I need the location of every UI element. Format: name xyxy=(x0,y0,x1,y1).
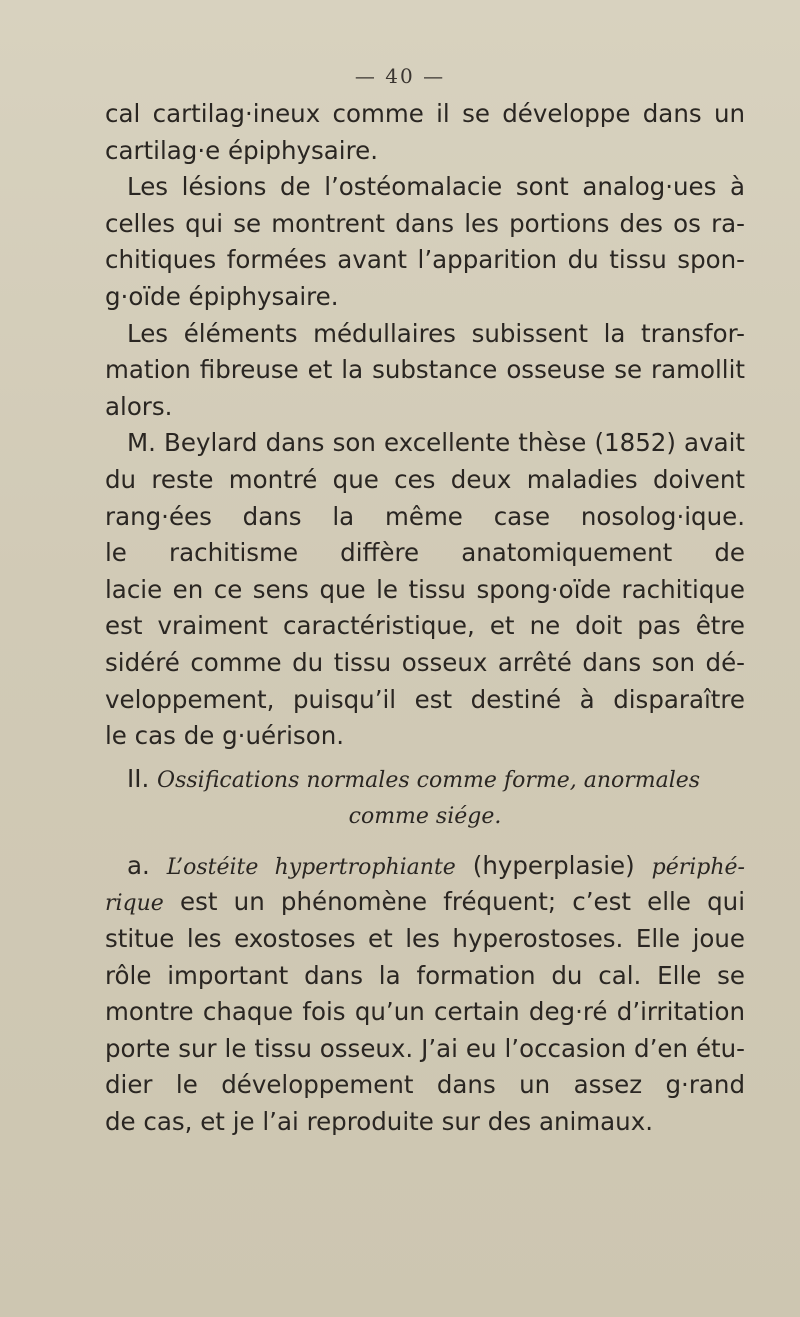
section-title-part-2: comme siége. xyxy=(348,804,502,830)
section-heading-line-1 xyxy=(105,761,745,798)
text-line: est vraiment caractéristique, et ne doit pas être xyxy=(105,611,745,641)
text-line: Les lésions de l’ostéomalacie sont analog·ues à xyxy=(127,172,745,202)
text-line: montre chaque fois qu’un certain deg·ré d’irritation xyxy=(105,997,745,1027)
section-heading-line-2 xyxy=(105,797,745,834)
page-number: — 40 — xyxy=(354,64,446,88)
text-line: stitue les exostoses et les hyperostoses. Elle joue xyxy=(105,924,745,954)
subsection-term-cont: rique xyxy=(105,891,164,917)
text-line: cartilag·e épiphysaire. xyxy=(105,135,378,165)
subsection-term: L’ostéite hypertrophiante xyxy=(166,854,456,880)
paragraph-4 xyxy=(105,425,745,754)
subsection-letter: a. xyxy=(127,850,150,880)
text-line: de cas, et je l’ai reproduite sur des animaux. xyxy=(105,1107,653,1137)
text-line: alors. xyxy=(105,391,173,421)
paragraph-3 xyxy=(105,316,745,426)
section-heading xyxy=(105,761,745,834)
text-line: sidéré comme du tissu osseux arrêté dans son dé- xyxy=(105,647,745,677)
text-line: celles qui se montrent dans les portions des os ra- xyxy=(105,208,745,238)
text-line: rang·ées dans la même case nosolog·ique. xyxy=(105,501,745,531)
paragraph-1 xyxy=(105,96,745,169)
section-title-part-1: Ossifications normales comme forme, anormales xyxy=(157,767,701,793)
text-line: cal cartilag·ineux comme il se développe dans un xyxy=(105,99,745,128)
text-line: chitiques formées avant l’apparition du tissu spon- xyxy=(105,245,745,275)
text-line: lacie en ce sens que le tissu spong·oïde rachitique xyxy=(105,574,745,604)
subsection-gloss: (hyperplasie) xyxy=(472,850,635,880)
subsection-paragraph xyxy=(105,848,745,1141)
text-line: M. Beylard dans son excellente thèse (1852) avait xyxy=(127,428,745,458)
section-number: II. xyxy=(127,763,150,793)
subsection-line-1 xyxy=(105,848,745,885)
page-body xyxy=(105,96,745,1141)
text-line: du reste montré que ces deux maladies doivent xyxy=(105,464,745,494)
text-line: mation fibreuse et la substance osseuse se ramollit xyxy=(105,355,745,385)
text-line: veloppement, puisqu’il est destiné à disparaître xyxy=(105,684,745,714)
paragraph-2 xyxy=(105,169,745,315)
text-line: le cas de g·uérison. xyxy=(105,721,345,751)
subsection-line-2-text: est un phénomène fréquent; c’est elle qui xyxy=(180,887,745,917)
subsection-term-end: périphé- xyxy=(651,854,745,880)
text-line: rôle important dans la formation du cal. Elle se xyxy=(105,960,745,990)
text-line: Les éléments médullaires subissent la transfor- xyxy=(127,318,745,348)
text-line: le rachitisme diffère anatomiquement de xyxy=(105,538,745,568)
text-line: dier le développement dans un assez g·rand xyxy=(105,1070,745,1100)
subsection-line-2 xyxy=(105,884,745,921)
text-line: porte sur le tissu osseux. J’ai eu l’occasion d’en étu- xyxy=(105,1033,745,1063)
text-line: g·oïde épiphysaire. xyxy=(105,281,339,311)
